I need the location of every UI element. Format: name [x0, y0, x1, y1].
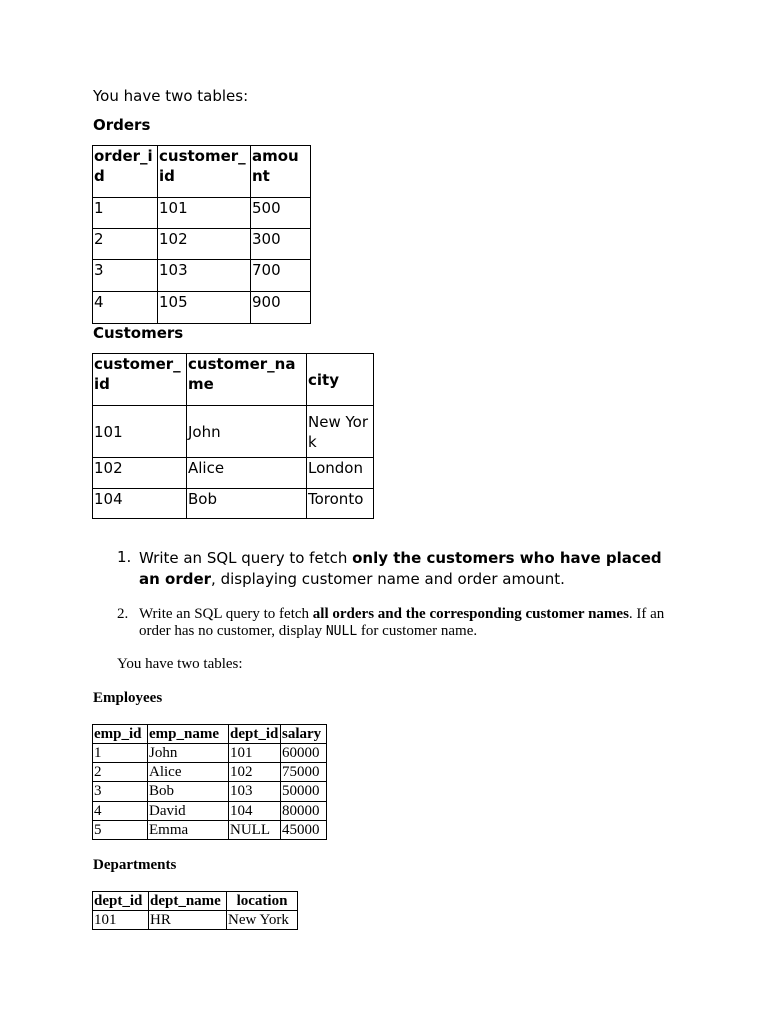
table-cell: 102 — [92, 457, 187, 489]
table-cell: 500 — [250, 197, 311, 229]
customers-header-city: city — [306, 353, 374, 406]
orders-table — [93, 146, 312, 325]
table-cell: New York — [226, 910, 298, 930]
table-cell: 1 — [92, 197, 158, 229]
table-cell: 101 — [228, 743, 281, 763]
employees-header: dept_id — [228, 724, 281, 744]
orders-heading: Orders — [93, 116, 151, 134]
question-2-bold: all orders and the corresponding customer names — [312, 606, 629, 622]
table-cell: 101 — [157, 197, 251, 229]
employees-table — [93, 725, 328, 841]
table-cell: 700 — [250, 259, 311, 292]
customers-heading: Customers — [93, 324, 184, 342]
question-number: 1. — [117, 548, 132, 566]
table-cell: John — [186, 405, 307, 458]
orders-header-order-id: order_id — [92, 145, 158, 198]
table-cell: 104 — [92, 488, 187, 519]
employees-header: salary — [280, 724, 327, 744]
table-cell: 4 — [92, 291, 158, 324]
question-2-post: . If an order has no customer, display — [139, 606, 665, 639]
table-cell: 300 — [250, 228, 311, 260]
question-number: 2. — [117, 606, 129, 622]
table-cell: 60000 — [280, 743, 327, 763]
table-cell: 105 — [157, 291, 251, 324]
table-cell: Bob — [186, 488, 307, 519]
table-cell: 102 — [157, 228, 251, 260]
customers-header-customer-id: customer_id — [92, 353, 187, 406]
table-cell: 103 — [157, 259, 251, 292]
table-cell: 103 — [228, 781, 281, 802]
table-cell: 3 — [92, 259, 158, 292]
question-1-pre: Write an SQL query to fetch — [139, 549, 353, 567]
table-cell: 45000 — [280, 820, 327, 840]
table-cell: John — [147, 743, 229, 763]
customers-header-customer-name: customer_name — [186, 353, 307, 406]
departments-heading: Departments — [93, 857, 177, 873]
table-cell: 2 — [92, 762, 148, 782]
departments-header: location — [226, 891, 298, 911]
table-cell: Alice — [147, 762, 229, 782]
table-cell: Toronto — [306, 488, 374, 519]
table-cell: 102 — [228, 762, 281, 782]
customers-table — [93, 354, 375, 520]
question-2-post2: for customer name. — [357, 623, 478, 639]
table-cell: London — [306, 457, 374, 489]
intro-text-2: You have two tables: — [117, 656, 243, 672]
question-2 — [139, 606, 679, 640]
table-cell: New York — [306, 405, 374, 458]
employees-header: emp_name — [147, 724, 229, 744]
table-cell: David — [147, 801, 229, 821]
table-cell: 900 — [250, 291, 311, 324]
table-cell: 5 — [92, 820, 148, 840]
table-cell: 75000 — [280, 762, 327, 782]
table-cell: 50000 — [280, 781, 327, 802]
question-1-post: , displaying customer name and order amount. — [211, 570, 565, 588]
table-cell: Alice — [186, 457, 307, 489]
question-1-bold: only the customers who have placed an order — [139, 549, 662, 588]
question-1 — [139, 548, 679, 590]
null-code: NULL — [325, 624, 358, 639]
table-cell: 104 — [228, 801, 281, 821]
table-cell: 80000 — [280, 801, 327, 821]
table-cell: 101 — [92, 910, 149, 930]
employees-header: emp_id — [92, 724, 148, 744]
question-2-pre: Write an SQL query to fetch — [139, 606, 313, 622]
table-cell: Emma — [147, 820, 229, 840]
departments-header: dept_name — [148, 891, 227, 911]
table-cell: NULL — [228, 820, 281, 840]
table-cell: 2 — [92, 228, 158, 260]
table-cell: 3 — [92, 781, 148, 802]
orders-header-customer-id: customer_id — [157, 145, 251, 198]
departments-header: dept_id — [92, 891, 149, 911]
table-cell: 1 — [92, 743, 148, 763]
employees-heading: Employees — [93, 690, 163, 706]
table-cell: Bob — [147, 781, 229, 802]
intro-text: You have two tables: — [93, 87, 249, 105]
table-cell: 101 — [92, 405, 187, 458]
orders-header-amount: amount — [250, 145, 311, 198]
table-cell: HR — [148, 910, 227, 930]
departments-table — [93, 892, 299, 931]
table-cell: 4 — [92, 801, 148, 821]
